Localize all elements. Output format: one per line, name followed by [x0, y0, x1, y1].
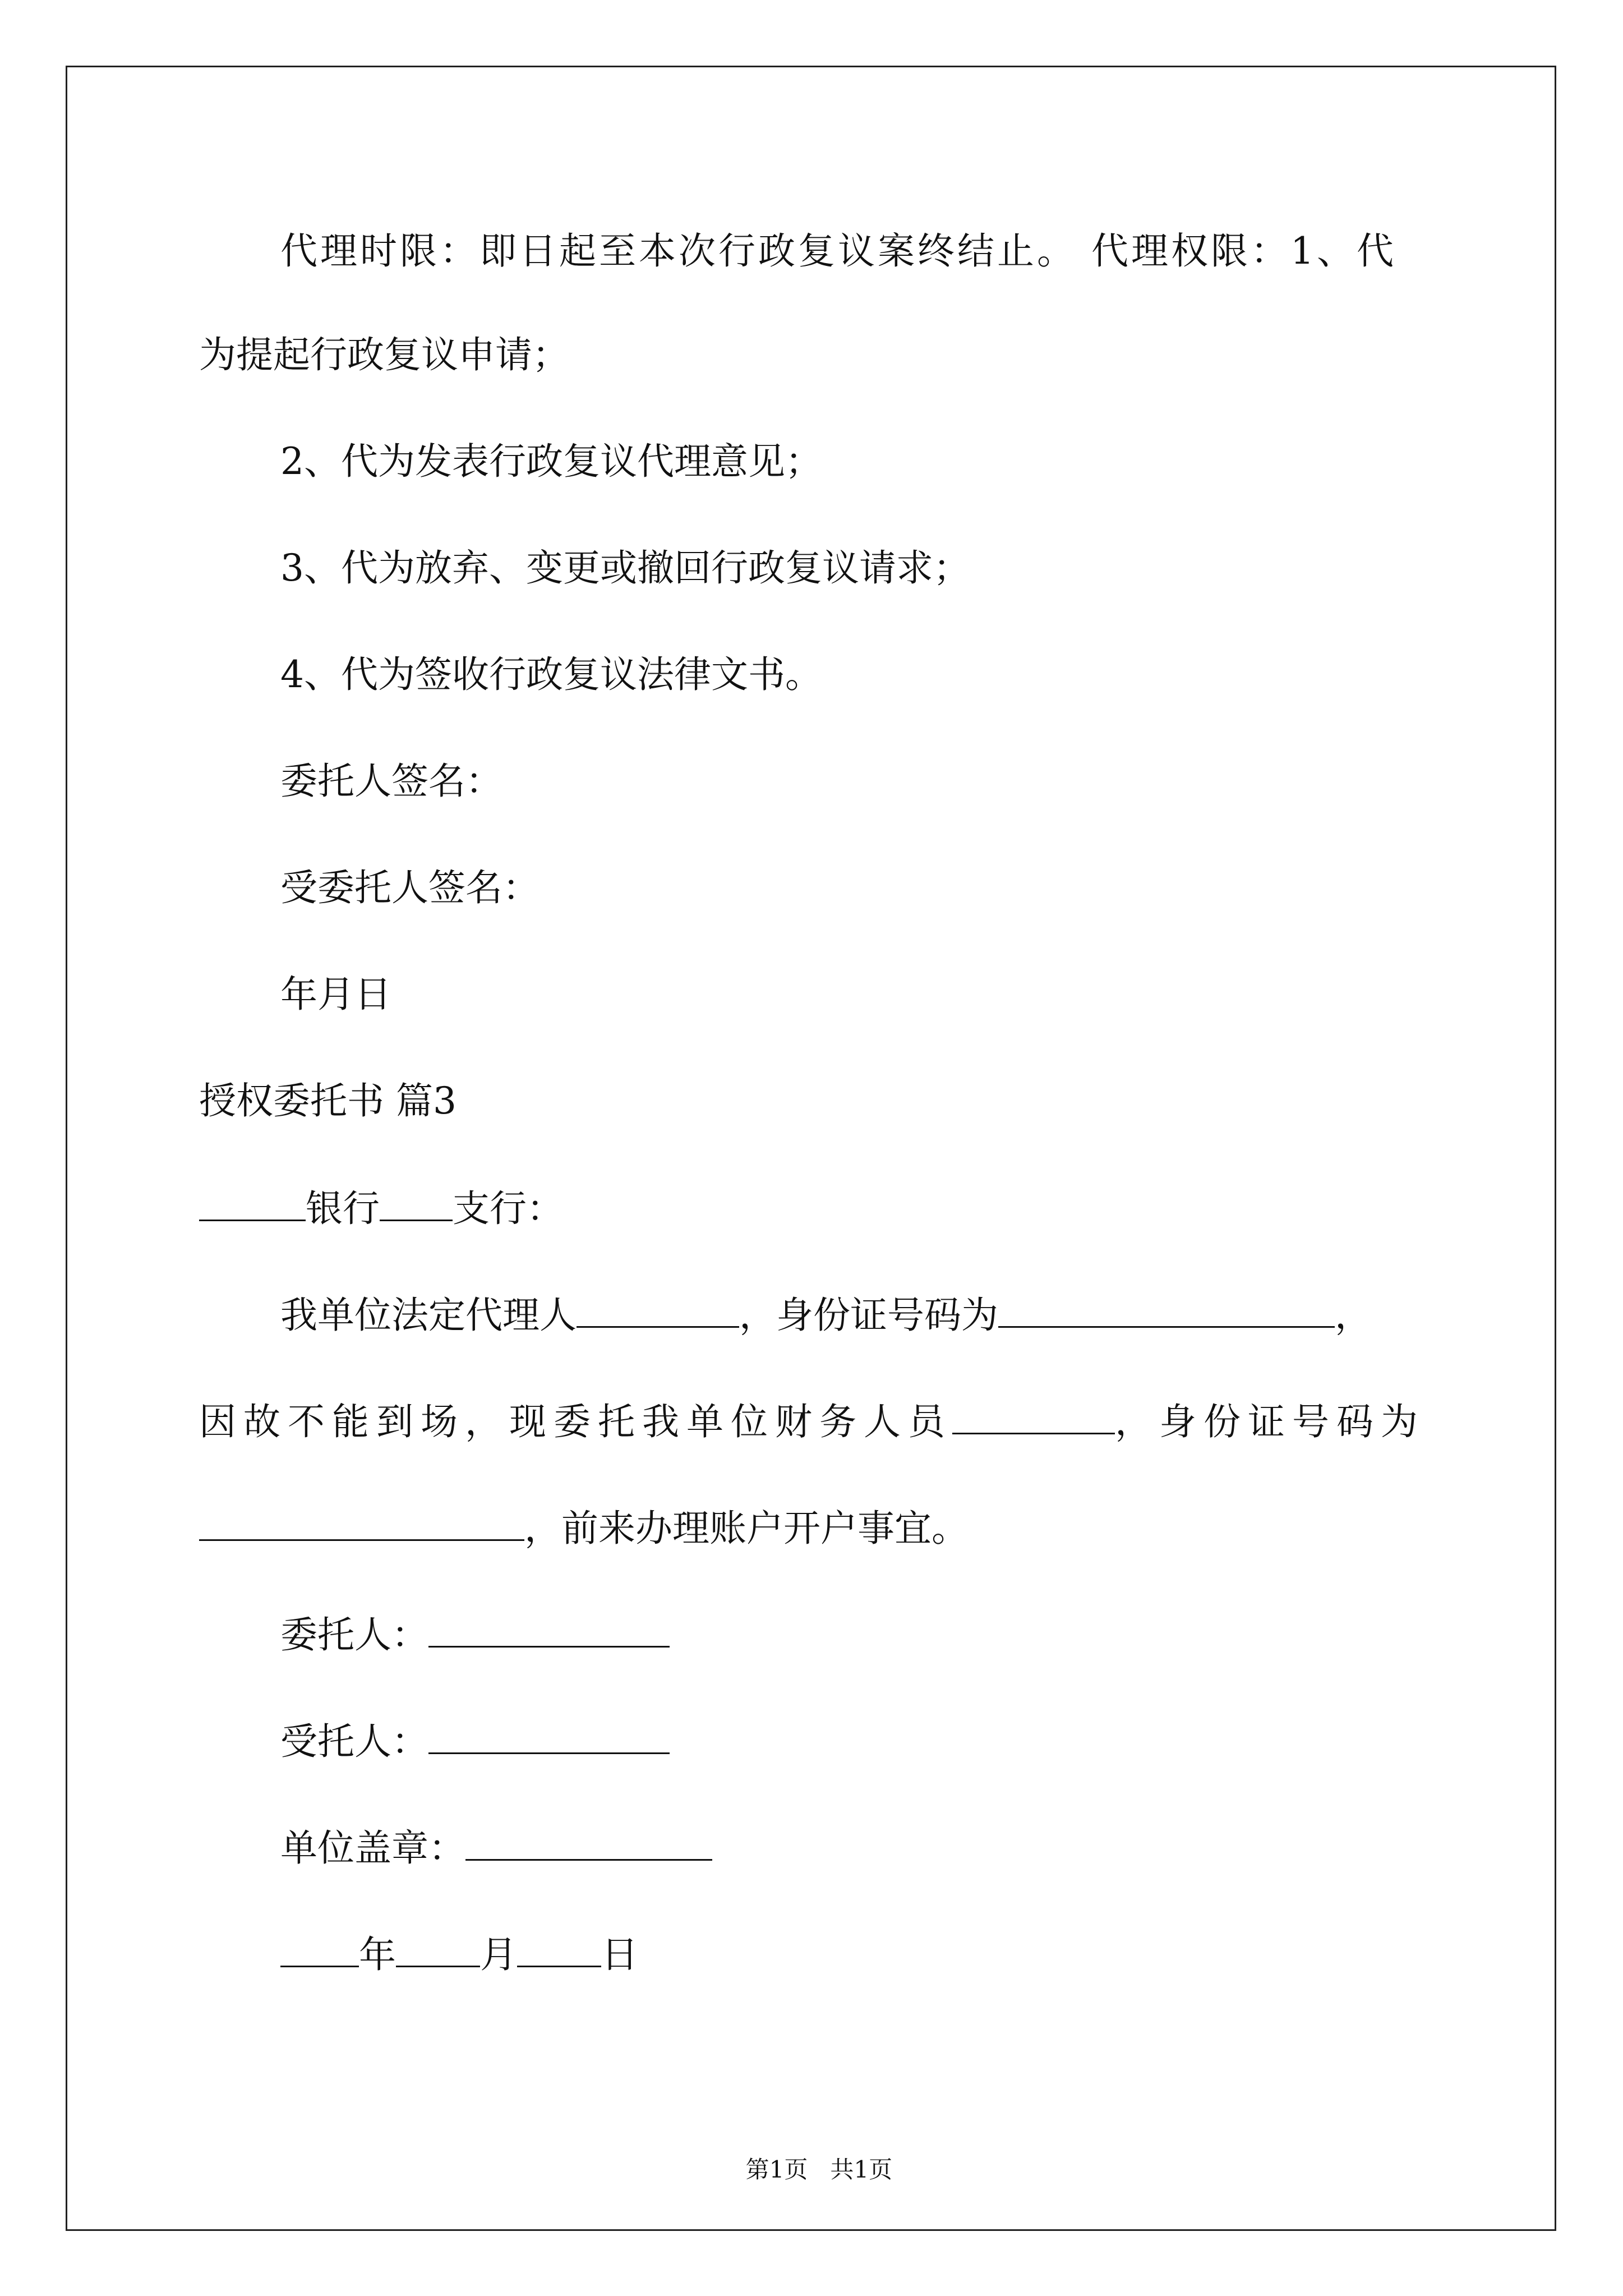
legal-rep-blank	[577, 1296, 739, 1328]
body3-text: ，前来办理账户开户事宜。	[524, 1507, 969, 1550]
page-border	[66, 66, 1556, 2231]
branch-blank	[380, 1189, 453, 1221]
trustee-label: 受托人：	[280, 1720, 428, 1763]
body2-a: 因故不能到场，现委托我单位财务人员	[199, 1400, 952, 1443]
date-text: 年月日	[280, 973, 391, 1016]
term-text: 代理时限：即日起至本次行政复议案终结止。 代理权限：1、代	[280, 229, 1396, 273]
section-title-text: 授权委托书 篇3	[199, 1079, 457, 1122]
body-line-2	[199, 1402, 1425, 1441]
body2-b: ，身份证号码为	[1115, 1400, 1425, 1443]
agent-signature	[280, 866, 540, 909]
addressee-line	[199, 1187, 564, 1230]
paragraph-term-cont	[199, 333, 569, 376]
page-footer	[0, 2134, 1623, 2182]
section-title	[199, 1079, 457, 1122]
entrust-line	[280, 1613, 670, 1657]
item-2	[280, 440, 822, 483]
body1-c: ，	[1335, 1294, 1372, 1337]
seal-blank	[465, 1829, 712, 1861]
term-cont-text: 为提起行政复议申请；	[199, 333, 569, 376]
entrust-label: 委托人：	[280, 1613, 428, 1657]
trustee-blank	[428, 1722, 670, 1754]
body-line-3	[199, 1507, 969, 1550]
date-line	[280, 973, 391, 1016]
bank-label: 银行	[306, 1187, 380, 1230]
body1-b: ，身份证号码为	[739, 1294, 998, 1337]
month-blank	[396, 1935, 480, 1967]
agent-signature-label: 受委托人签名：	[280, 866, 540, 909]
finance-staff-id-blank	[199, 1509, 524, 1541]
body-line-1	[280, 1294, 1372, 1337]
bank-blank	[199, 1189, 306, 1221]
item-2-text: 2、代为发表行政复议代理意见；	[280, 440, 822, 483]
item-4-text: 4、代为签收行政复议法律文书。	[280, 653, 822, 696]
item-4	[280, 653, 822, 696]
seal-label: 单位盖章：	[280, 1826, 465, 1870]
trustee-line	[280, 1720, 670, 1763]
body1-a: 我单位法定代理人	[280, 1294, 577, 1337]
month-label: 月	[480, 1933, 517, 1976]
finance-staff-blank	[952, 1402, 1115, 1434]
branch-label: 支行：	[453, 1187, 564, 1230]
principal-signature	[280, 760, 502, 803]
item-3-text: 3、代为放弃、变更或撤回行政复议请求；	[280, 546, 970, 590]
item-3	[280, 546, 970, 590]
paragraph-term	[280, 229, 1396, 273]
legal-rep-id-blank	[998, 1296, 1335, 1328]
day-label: 日	[601, 1933, 638, 1976]
principal-signature-label: 委托人签名：	[280, 760, 502, 803]
entrust-blank	[428, 1616, 670, 1648]
seal-line	[280, 1826, 712, 1870]
year-label: 年	[359, 1933, 396, 1976]
year-blank	[280, 1935, 359, 1967]
page-number: 第1页 共1页	[745, 2156, 893, 2183]
date-blanks-line	[280, 1933, 638, 1976]
day-blank	[517, 1935, 601, 1967]
